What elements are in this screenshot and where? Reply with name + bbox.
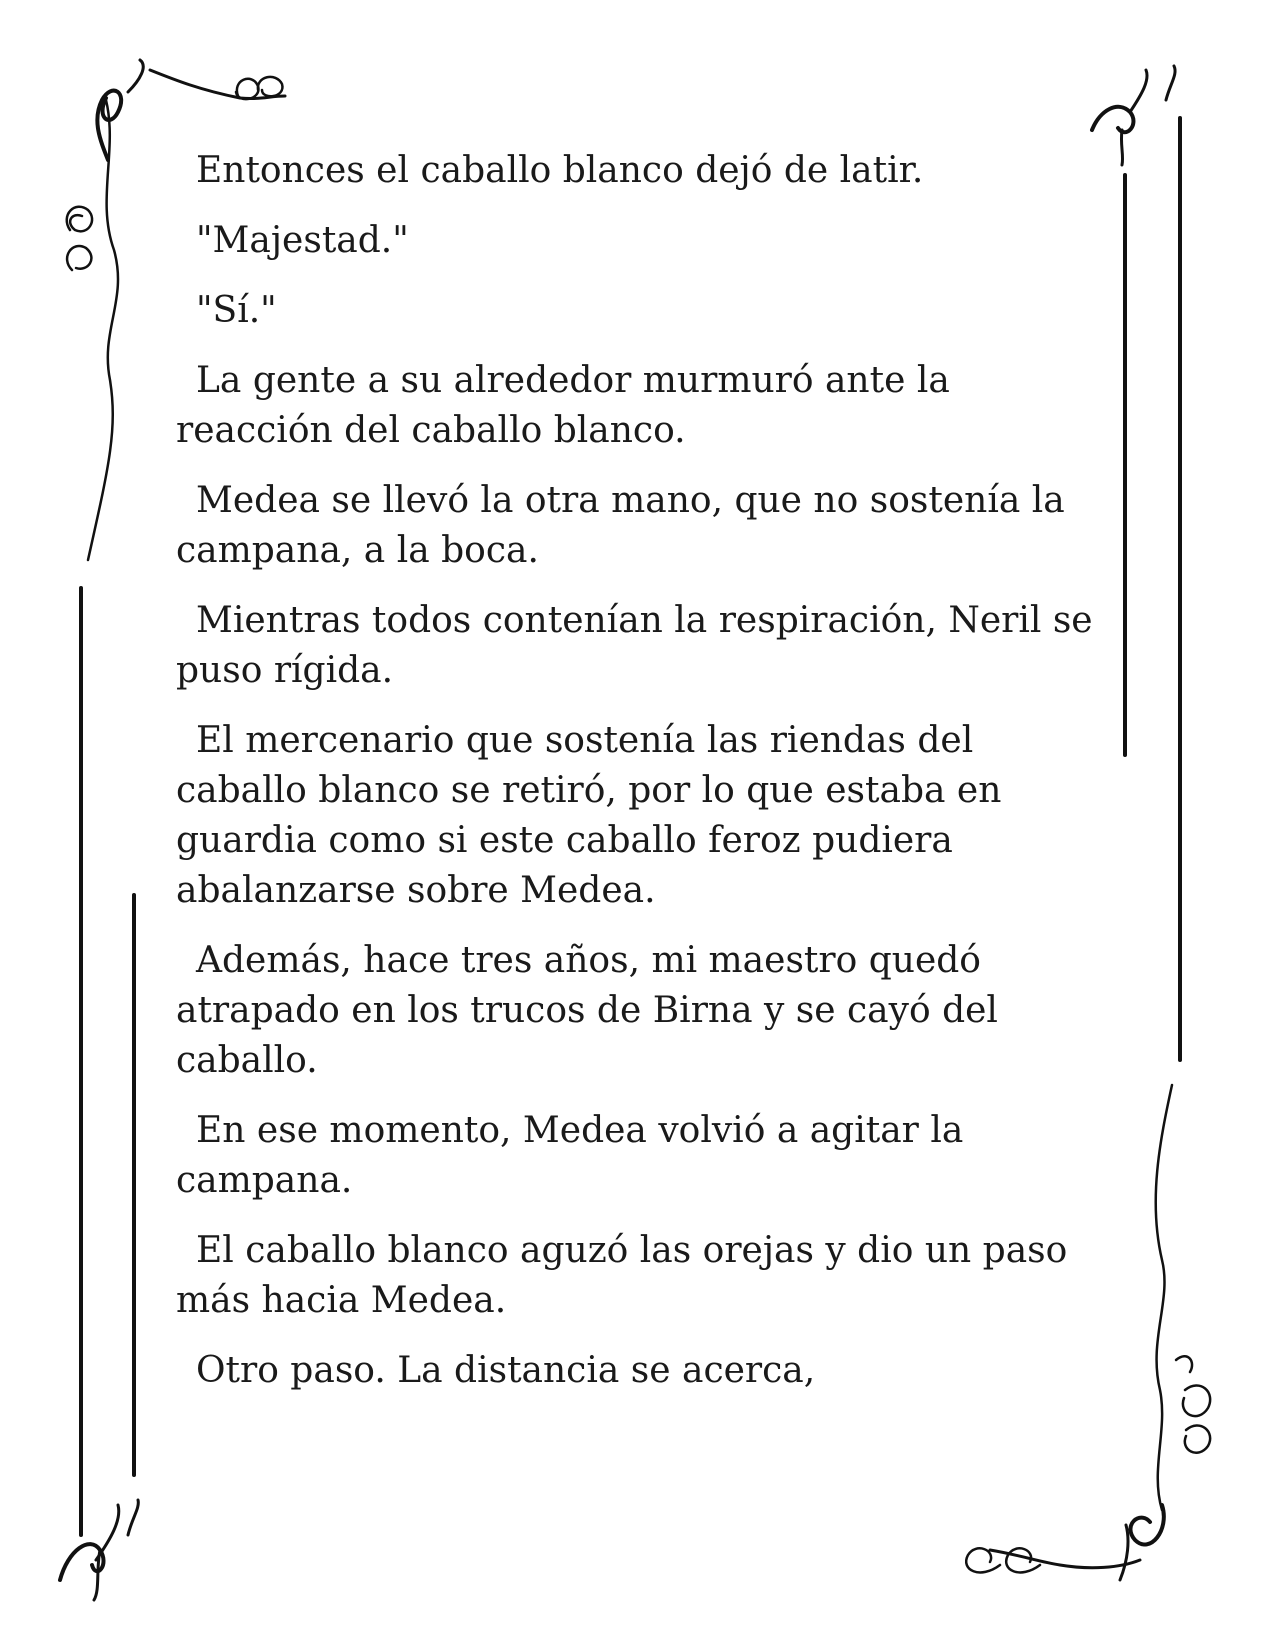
paragraph: Otro paso. La distancia se acerca,	[196, 1350, 816, 1391]
paragraph: En ese momento, Medea volvió a agitar la campana.	[176, 1110, 964, 1201]
bottom-left-flourish	[60, 1500, 138, 1600]
paragraph: Medea se llevó la otra mano, que no sostenía la campana, a la boca.	[176, 480, 1065, 571]
paragraph: El mercenario que sostenía las riendas del caballo blanco se retiró, por lo que estaba en guardia como si este caballo feroz pudiera abalanzarse sobre Medea.	[176, 720, 1002, 911]
paragraph: Además, hace tres años, mi maestro quedó atrapado en los trucos de Birna y se cayó del caballo.	[176, 940, 998, 1081]
paragraph: "Sí."	[196, 290, 277, 331]
paragraph: La gente a su alrededor murmuró ante la reacción del caballo blanco.	[176, 360, 950, 451]
paragraph: "Majestad."	[196, 220, 409, 261]
paragraph: El caballo blanco aguzó las orejas y dio un paso más hacia Medea.	[176, 1230, 1068, 1321]
top-right-flourish	[1092, 66, 1175, 165]
story-text	[176, 146, 1096, 1416]
paragraph: Mientras todos contenían la respiración, Neril se puso rígida.	[176, 600, 1093, 691]
paragraph: Entonces el caballo blanco dejó de latir.	[196, 150, 924, 191]
